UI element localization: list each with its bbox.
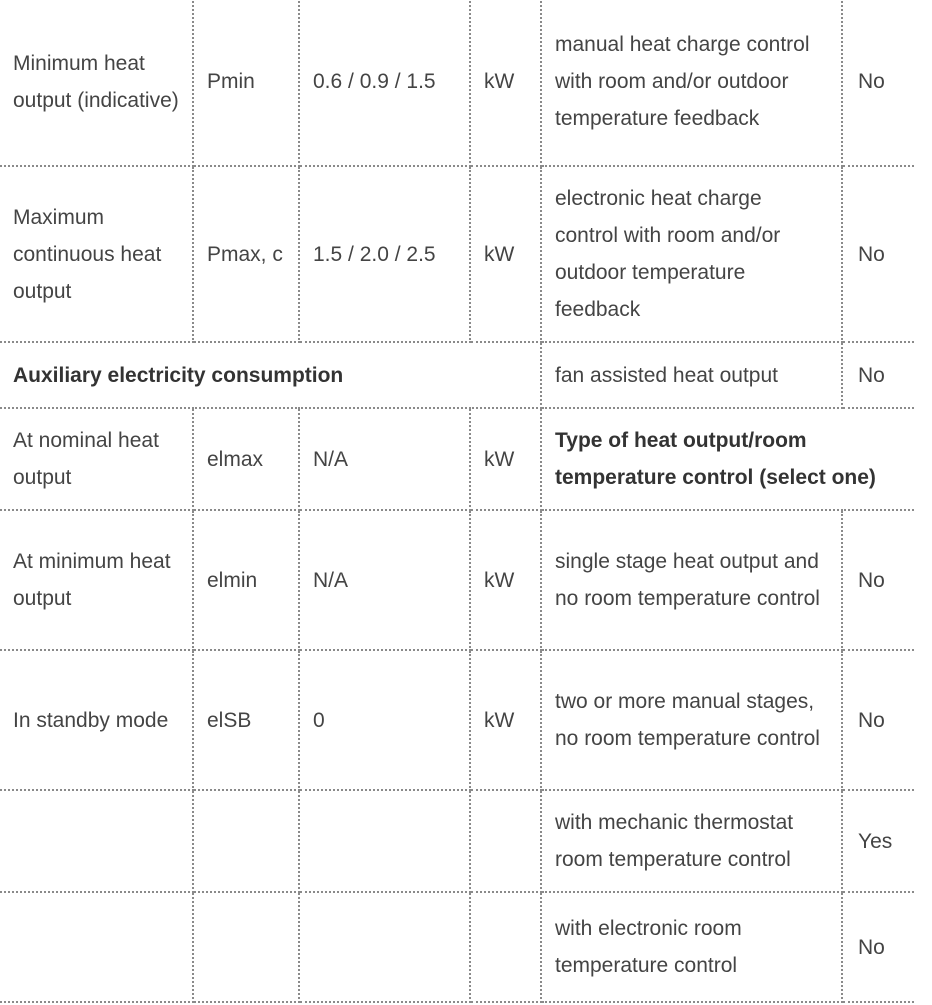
answer-cell: No — [842, 650, 914, 790]
empty-cell — [0, 790, 193, 892]
table-row — [0, 510, 914, 650]
unit-cell: kW — [470, 510, 541, 650]
symbol-cell: elmin — [193, 510, 299, 650]
table-row — [0, 892, 914, 1002]
symbol-cell: elSB — [193, 650, 299, 790]
value-cell: 0 — [299, 650, 470, 790]
control-type-cell: manual heat charge control with room and/or outdoor temperature feedback — [541, 0, 842, 166]
parameter-cell: In standby mode — [0, 650, 193, 790]
unit-cell: kW — [470, 408, 541, 510]
control-type-cell: fan assisted heat output — [541, 342, 842, 408]
table-row — [0, 342, 914, 408]
control-type-cell: single stage heat output and no room temperature control — [541, 510, 842, 650]
answer-cell: No — [842, 166, 914, 342]
empty-cell — [193, 892, 299, 1002]
answer-cell: Yes — [842, 790, 914, 892]
empty-cell — [193, 790, 299, 892]
value-cell: N/A — [299, 510, 470, 650]
table-row — [0, 166, 914, 342]
empty-cell — [299, 892, 470, 1002]
control-type-cell: two or more manual stages, no room temperature control — [541, 650, 842, 790]
symbol-cell: Pmin — [193, 0, 299, 166]
table-row — [0, 650, 914, 790]
empty-cell — [470, 892, 541, 1002]
parameter-cell: At minimum heat output — [0, 510, 193, 650]
symbol-cell: elmax — [193, 408, 299, 510]
empty-cell — [470, 790, 541, 892]
control-type-cell: with mechanic thermostat room temperature control — [541, 790, 842, 892]
unit-cell: kW — [470, 166, 541, 342]
control-type-cell: electronic heat charge control with room and/or outdoor temperature feedback — [541, 166, 842, 342]
empty-cell — [0, 892, 193, 1002]
answer-cell: No — [842, 342, 914, 408]
symbol-cell: Pmax, c — [193, 166, 299, 342]
table-row — [0, 790, 914, 892]
answer-cell: No — [842, 892, 914, 1002]
section-heading: Auxiliary electricity consumption — [0, 342, 541, 408]
table-row — [0, 408, 914, 510]
parameter-cell: At nominal heat output — [0, 408, 193, 510]
parameter-cell: Maximum continuous heat output — [0, 166, 193, 342]
value-cell: 1.5 / 2.0 / 2.5 — [299, 166, 470, 342]
empty-cell — [299, 790, 470, 892]
unit-cell: kW — [470, 650, 541, 790]
value-cell: 0.6 / 0.9 / 1.5 — [299, 0, 470, 166]
answer-cell: No — [842, 0, 914, 166]
parameter-cell: Minimum heat output (indicative) — [0, 0, 193, 166]
answer-cell: No — [842, 510, 914, 650]
unit-cell: kW — [470, 0, 541, 166]
control-type-heading: Type of heat output/room temperature control (select one) — [541, 408, 914, 510]
value-cell: N/A — [299, 408, 470, 510]
table-row — [0, 0, 914, 166]
control-type-cell: with electronic room temperature control — [541, 892, 842, 1002]
